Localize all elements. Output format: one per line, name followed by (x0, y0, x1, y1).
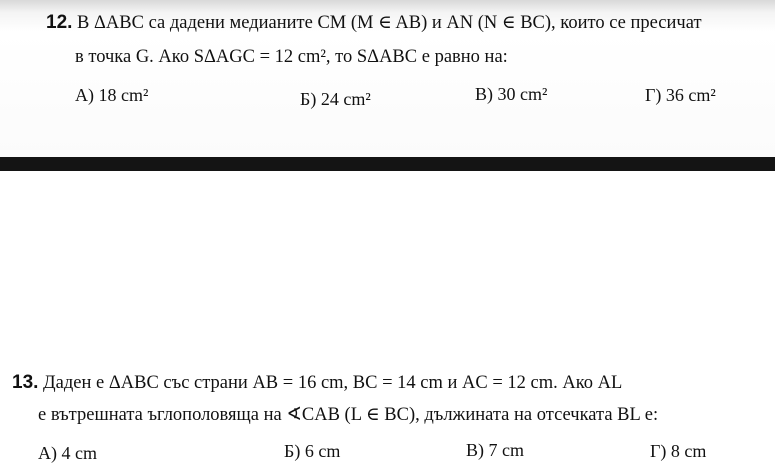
problem-12-line-1 (46, 12, 702, 34)
problem-12-option-d: Г) 36 cm² (645, 85, 716, 105)
problem-12-option-a: А) 18 cm² (75, 85, 149, 105)
problem-13-option-a: А) 4 cm (38, 443, 97, 463)
problem-13-option-c: В) 7 cm (466, 440, 524, 460)
problem-13-option-d: Г) 8 cm (650, 441, 707, 461)
problem-13-option-b: Б) 6 cm (284, 441, 341, 461)
scan-dark-band (0, 157, 775, 171)
problem-12-line-2: в точка G. Ако SΔAGC = 12 cm², то SΔABC е равно на: (75, 47, 508, 67)
problem-13-line-1 (12, 372, 622, 394)
problem-13-line-2: е вътрешната ъглополовяща на ∢CAB (L ∈ BC), дължината на отсечката BL е: (38, 405, 659, 425)
problem-12-option-b: Б) 24 cm² (300, 89, 371, 109)
problem-12-number: 12. (46, 12, 73, 33)
problem-12-text-1: В ΔABC са дадени медианите CM (M ∈ AB) и AN (N ∈ BC), които се пресичат (77, 13, 702, 33)
problem-13-text-1: Даден е ΔABC със страни AB = 16 cm, BC = 14 cm и AC = 12 cm. Ако AL (43, 373, 623, 393)
problem-12-option-c: В) 30 cm² (475, 84, 548, 104)
problem-13-number: 13. (12, 372, 39, 393)
